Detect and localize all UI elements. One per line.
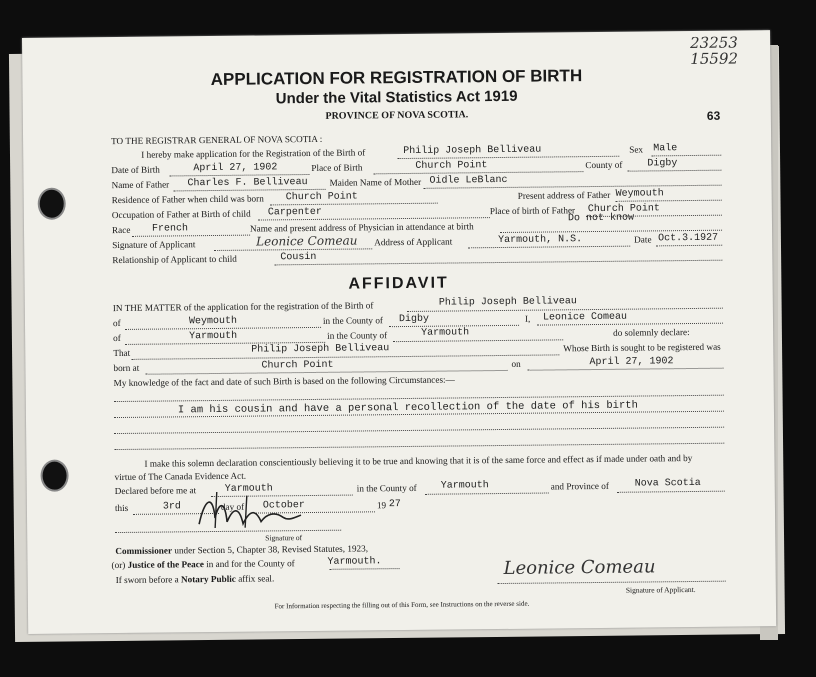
father-label: Name of Father (111, 179, 170, 191)
rule (393, 339, 563, 342)
circumstance-value: I am his cousin and have a personal recollection of the date of his birth (177, 399, 638, 417)
day-value: 3rd (162, 501, 181, 513)
present-address-label: Present address of Father (517, 189, 611, 201)
of-value-2: Yarmouth (189, 330, 238, 343)
father-birthplace-label: Place of birth of Father (489, 205, 576, 217)
of-label: of (112, 317, 121, 329)
rule (528, 368, 724, 371)
rule (651, 155, 721, 157)
month-value: October (262, 500, 305, 512)
province-value: Nova Scotia (634, 477, 701, 490)
this-label: this (114, 502, 129, 514)
notary-label: Notary Public (180, 573, 236, 585)
rule (169, 174, 309, 176)
residence-value: Church Point (285, 191, 358, 204)
race-value: French (151, 223, 189, 235)
rule (468, 246, 630, 249)
rule (656, 245, 722, 247)
knowledge-label: My knowledge of the fact and date of such Birth is based on the following Circumstances:— (113, 374, 455, 389)
notary-label-1: If sworn before a (115, 574, 179, 586)
of-value: Weymouth (188, 315, 238, 328)
rule (214, 248, 372, 251)
county-value: Digby (647, 158, 678, 170)
pob-value: Church Point (415, 160, 488, 172)
signature-value: Leonice Comeau (256, 233, 358, 249)
sex-value: Male (653, 143, 678, 155)
of-label-2: of (113, 332, 121, 344)
occupation-label: Occupation of Father at Birth of child (111, 208, 251, 221)
rule (373, 171, 583, 174)
footer-note: For Information respecting the filling out of this Form, see Instructions on the reverse side. (274, 599, 530, 611)
margin-number-1: 23253 (689, 33, 738, 53)
dob-value: April 27, 1902 (193, 162, 278, 175)
rule (125, 327, 321, 330)
i-label: I, (524, 313, 531, 324)
in-county-value-2: Yarmouth (421, 327, 470, 339)
jp-county-value: Yarmouth. (327, 556, 382, 568)
physician-label: Name and present address of Physician in attendance at birth (249, 221, 474, 234)
rule (274, 260, 722, 266)
date-value: Oct.3.1927 (658, 232, 719, 245)
affidavit-matter-label: IN THE MATTER of the application for the registration of the Birth of (112, 300, 374, 314)
jp-rest: in and for the County of (206, 558, 295, 570)
date-label: Date (634, 234, 652, 245)
salutation: TO THE REGISTRAR GENERAL OF NOVA SCOTIA : (111, 133, 323, 147)
county-label: County of (585, 159, 623, 171)
in-county-label: in the County of (322, 315, 384, 326)
punch-hole (38, 188, 66, 220)
that-value: Philip Joseph Belliveau (251, 343, 390, 356)
that-label: That (113, 347, 131, 359)
commissioner-signature (195, 487, 305, 532)
signature-label: Signature of Applicant (112, 239, 196, 251)
declarant-value: Leonice Comeau (542, 311, 628, 324)
signature-of-caption: Signature of (265, 533, 303, 543)
on-label: on (511, 358, 521, 369)
relationship-value: Cousin (280, 251, 317, 264)
race-label: Race (111, 224, 131, 236)
father-birthplace-value: Church Point (587, 203, 660, 216)
form-title: APPLICATION FOR REGISTRATION OF BIRTH (210, 66, 583, 90)
form-subtitle: Under the Vital Statistics Act 1919 (275, 87, 518, 108)
rule (174, 189, 326, 192)
page-number: 63 (706, 108, 721, 123)
declaration-line-2: virtue of The Canada Evidence Act. (114, 470, 247, 483)
rule (617, 491, 725, 493)
applicant-signature: Leonice Comeau (503, 556, 656, 579)
child-name-value: Philip Joseph Belliveau (403, 144, 542, 158)
declared-label: Declared before me at (114, 485, 197, 497)
or-label: (or) (111, 559, 126, 571)
sex-label: Sex (629, 144, 644, 155)
day-of-label: day of (220, 501, 245, 512)
rule (616, 200, 722, 202)
rule (115, 530, 341, 533)
address-label: Address of Applicant (374, 236, 453, 248)
occupation-value: Carpenter (267, 206, 322, 219)
margin-number-2: 15592 (690, 49, 739, 69)
punch-hole (40, 460, 68, 492)
birth-registration-form (22, 30, 776, 634)
commissioner-label: Commissioner (115, 545, 173, 557)
present-address-value: Weymouth (615, 188, 664, 200)
mother-value: Oidle LeBlanc (429, 174, 508, 187)
rule (114, 443, 724, 450)
intro-label: I hereby make application for the Registration of the Birth of (141, 147, 366, 160)
applicant-signature-caption: Signature of Applicant. (625, 584, 696, 595)
pob-label: Place of Birth (311, 162, 363, 173)
mother-label: Maiden Name of Mother (329, 176, 422, 188)
father-value: Charles F. Belliveau (187, 177, 308, 190)
province-label: and Province of (550, 480, 609, 492)
rule (330, 568, 400, 570)
rule (627, 170, 721, 172)
on-value: April 27, 1902 (589, 356, 674, 369)
address-value: Yarmouth, N.S. (498, 234, 583, 247)
in-county-label-3: in the County of (356, 482, 417, 494)
physician-value: Do not know (567, 212, 634, 225)
year-value: 27 (388, 499, 401, 511)
commissioner-rest: under Section 5, Chapter 38, Revised Statutes, 1923, (174, 543, 369, 556)
year-prefix: 19 (376, 500, 387, 511)
whose-label: Whose Birth is sought to be registered was (563, 341, 721, 354)
born-at-value: Church Point (261, 359, 334, 372)
rule (132, 235, 250, 237)
affidavit-heading: AFFIDAVIT (348, 274, 449, 293)
residence-label: Residence of Father when child was born (111, 193, 264, 206)
declaration-line-1: I make this solemn declaration conscientiously believing it to be true and knowing that it is of the same force and effect as if made under oath and by (144, 453, 693, 469)
dob-label: Date of Birth (111, 164, 160, 176)
in-county-value: Digby (398, 313, 430, 326)
relationship-label: Relationship of Applicant to child (112, 253, 237, 266)
affidavit-child-value: Philip Joseph Belliveau (438, 296, 577, 309)
in-county-value-3: Yarmouth (440, 480, 489, 492)
rule (425, 493, 549, 495)
solemnly-label: do solemnly declare: (613, 327, 690, 338)
rule (131, 354, 559, 359)
rule (114, 427, 724, 434)
declared-value: Yarmouth (224, 483, 273, 495)
province-line: PROVINCE OF NOVA SCOTIA. (325, 109, 469, 122)
notary-label-2: affix seal. (238, 573, 275, 584)
jp-label: Justice of the Peace (127, 559, 204, 570)
born-at-label: born at (113, 362, 140, 374)
in-county-label-2: in the County of (327, 330, 388, 341)
